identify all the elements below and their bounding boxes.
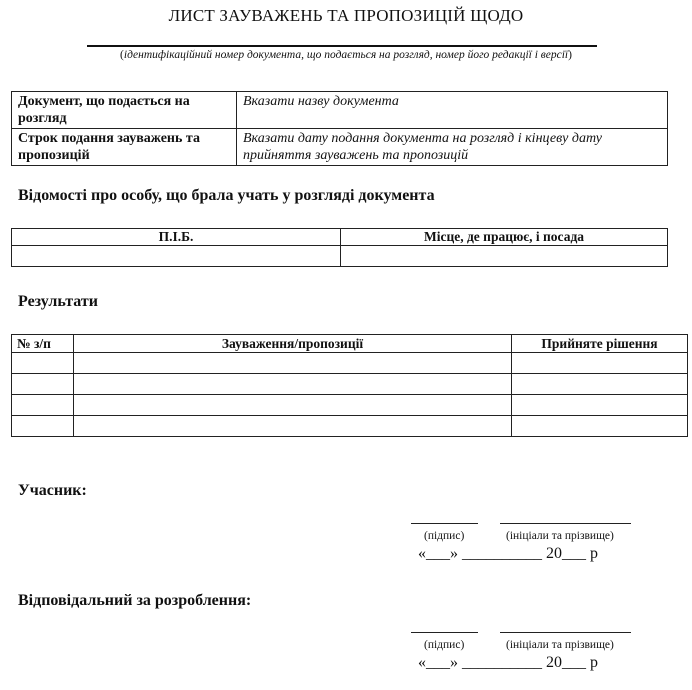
decision-cell[interactable] <box>512 416 688 437</box>
comment-cell[interactable] <box>74 374 512 395</box>
caption-text: ідентифікаційний номер документа, що подається на розгляд, номер його редакції і версії <box>123 49 569 61</box>
comment-cell[interactable] <box>74 353 512 374</box>
document-id-caption <box>0 49 692 61</box>
comment-cell[interactable] <box>74 395 512 416</box>
column-header-number: № з/п <box>12 335 74 353</box>
comment-cell[interactable] <box>74 416 512 437</box>
table-row <box>12 246 668 267</box>
number-cell[interactable] <box>12 395 74 416</box>
participant-name-label: (ініціали та прізвище) <box>506 530 614 542</box>
column-header-comments: Зауваження/пропозиції <box>74 335 512 353</box>
developer-signature-line[interactable] <box>411 632 478 633</box>
decision-cell[interactable] <box>512 395 688 416</box>
number-cell[interactable] <box>12 416 74 437</box>
deadline-field[interactable]: Вказати дату подання документа на розгляд і кінцеву дату прийняття зауважень та пропозицій <box>237 129 668 166</box>
workplace-cell[interactable] <box>341 246 668 267</box>
table-row <box>12 374 688 395</box>
document-name-field[interactable]: Вказати назву документа <box>237 92 668 129</box>
developer-signature-heading: Відповідальний за розроблення: <box>18 592 252 609</box>
number-cell[interactable] <box>12 374 74 395</box>
table-header-row <box>12 229 668 246</box>
decision-cell[interactable] <box>512 374 688 395</box>
participant-date-field[interactable]: «___» __________ 20___ р <box>418 545 598 562</box>
caption-open-paren: ( <box>120 49 124 61</box>
document-title: ЛИСТ ЗАУВАЖЕНЬ ТА ПРОПОЗИЦІЙ ЩОДО <box>168 6 524 25</box>
participant-name-line[interactable] <box>500 523 631 524</box>
developer-name-label: (ініціали та прізвище) <box>506 639 614 651</box>
document-id-line[interactable] <box>87 45 597 47</box>
participant-signature-line[interactable] <box>411 523 478 524</box>
document-info-table <box>11 91 668 166</box>
developer-date-field[interactable]: «___» __________ 20___ р <box>418 654 598 671</box>
participant-signature-label: (підпис) <box>424 530 465 542</box>
table-row <box>12 353 688 374</box>
table-row <box>12 129 668 166</box>
table-row <box>12 416 688 437</box>
column-header-name: П.І.Б. <box>12 229 341 246</box>
table-row <box>12 92 668 129</box>
table-row <box>12 395 688 416</box>
participant-signature-heading: Учасник: <box>18 482 87 499</box>
participant-table <box>11 228 668 267</box>
column-header-workplace: Місце, де працює, і посада <box>341 229 668 246</box>
results-section-heading: Результати <box>18 293 98 310</box>
developer-name-line[interactable] <box>500 632 631 633</box>
developer-signature-label: (підпис) <box>424 639 465 651</box>
decision-cell[interactable] <box>512 353 688 374</box>
deadline-label: Строк подання зауважень та пропозицій <box>12 129 237 166</box>
document-label: Документ, що подається на розгляд <box>12 92 237 129</box>
name-cell[interactable] <box>12 246 341 267</box>
results-table <box>11 334 688 437</box>
caption-close-paren: ) <box>568 49 572 61</box>
number-cell[interactable] <box>12 353 74 374</box>
participant-section-heading: Відомості про особу, що брала учать у розгляді документа <box>18 187 435 204</box>
column-header-decision: Прийняте рішення <box>512 335 688 353</box>
table-header-row <box>12 335 688 353</box>
